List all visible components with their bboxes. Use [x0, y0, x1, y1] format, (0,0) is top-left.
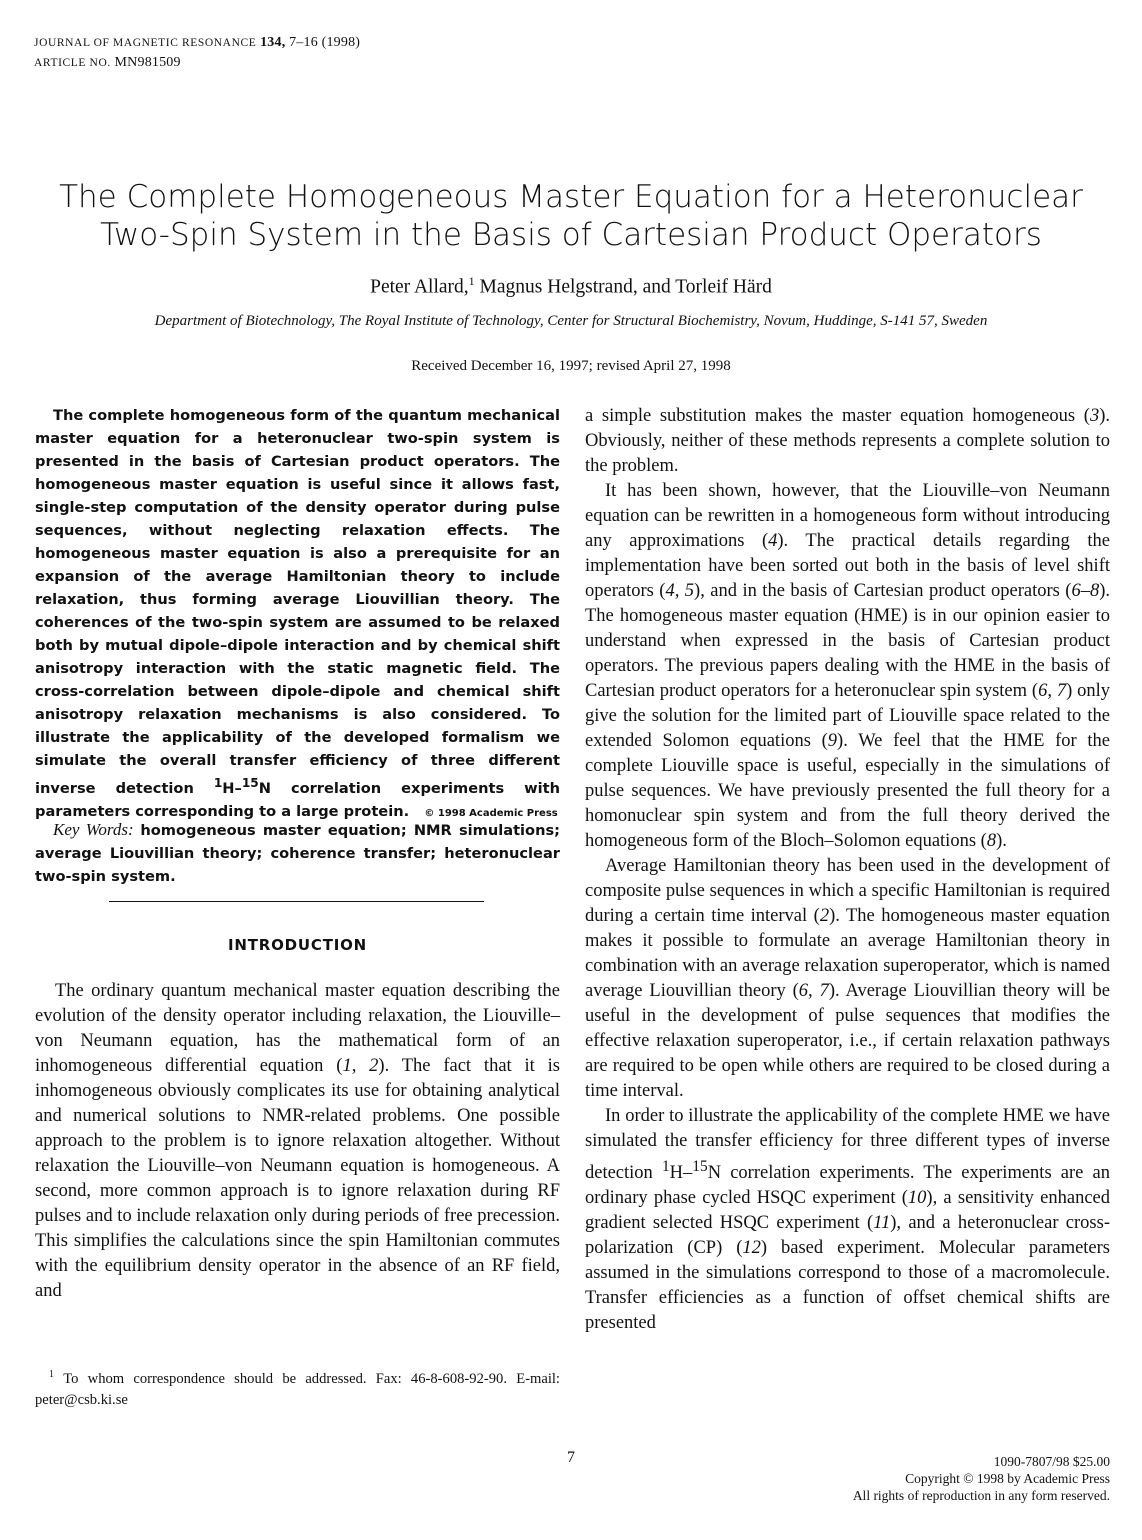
ref-3[interactable]: 3 [1089, 406, 1100, 426]
ref-1-2[interactable]: 1, 2 [342, 1056, 379, 1076]
ref-12[interactable]: 12 [742, 1238, 761, 1259]
p3-e: ) based experiment. Molecular parameters assumed in the simulations correspond to those of a macromolecule. Transfer efficiencies as a function of offset chemical shifts are presented [585, 1238, 1111, 1334]
p1-d: ). The homogeneous master equation (HME) is in our opinion easier to understand when expressed in the basis of Cartesian product operators. The previous papers dealing with the HME in the basis of Cartesian product operators for a heteronuclear spin system ( [585, 581, 1110, 701]
p3-sup-1: 1 [661, 1158, 670, 1175]
p1-f: ). We feel that the HME for the complete Liouville space is useful, especially in the simulations of pulse sequences. We have previously presented the full theory for a homonuclear spin system and from the full theory derived the homogeneous form of the Bloch–Solomon equations ( [585, 731, 1111, 851]
author-rest: Magnus Helgstrand, and Torleif Härd [479, 276, 772, 298]
abstract-h: H– [222, 779, 242, 797]
author-list [0, 274, 1142, 299]
p2-b: ). The homogeneous master equation makes it possible to formulate an average Hamiltonian theory in combination with an average relaxation superoperator, which is named average Liouvillian theory ( [585, 906, 1110, 1001]
introduction-heading: INTRODUCTION [227, 936, 368, 954]
p3-a: In order to illustrate the applicability of the complete HME we have simulated the transfer efficiency for three different types of inverse detection [585, 1106, 1110, 1184]
left-column-body [35, 979, 560, 1304]
article-id: MN981509 [114, 55, 181, 70]
affiliation: Department of Biotechnology, The Royal Institute of Technology, Center for Structural Biochemistry, Novum, Huddinge, S-141 57, Sweden [154, 313, 988, 329]
p1-a: It has been shown, however, that the Liouville–von Neumann equation can be rewritten in a homogeneous form without introducing any approximations ( [585, 481, 1110, 551]
rights-line: All rights of reproduction in any form reserved. [852, 1488, 1110, 1503]
intro-paragraph-3 [585, 854, 1110, 1104]
copyright-line: Copyright © 1998 by Academic Press [905, 1471, 1110, 1486]
title-line-2: Two-Spin System in the Basis of Cartesian Product Operators [100, 217, 1042, 253]
abstract-sup-15: 15 [241, 776, 259, 790]
journal-header [34, 33, 360, 73]
right-column-body [585, 404, 1110, 1336]
keywords-text: homogeneous master equation; NMR simulations; average Liouvillian theory; coherence transfer; heteronuclear two-spin system. [35, 822, 561, 885]
p1-b: ). The practical details regarding the implementation have been sorted out both in the basis of level shift operators ( [585, 531, 1110, 601]
intro-paragraph-1 [35, 979, 560, 1304]
ref-4-5[interactable]: 4, 5 [665, 581, 695, 601]
received-date: Received December 16, 1997; revised April 27, 1998 [411, 358, 731, 374]
p3-b: N correlation experiments. The experiments are an ordinary phase cycled HSQC experiment ( [585, 1163, 1110, 1209]
abstract [35, 404, 560, 825]
issn-price: 1090-7807/98 $25.00 [993, 1454, 1110, 1469]
keywords-label: Key Words: [53, 820, 134, 839]
abstract-copyright: © 1998 Academic Press [424, 807, 558, 819]
footnote-marker: 1 [49, 1369, 54, 1380]
page-number: 7 [567, 1449, 575, 1466]
abstract-text-a: The complete homogeneous form of the quantum mechanical master equation for a heteronuclear two-spin system is presented in the basis of Cartesian product operators. The homogeneous master equation is useful since it allows fast, single-step computation of the density operator during pulse sequences, without neglecting relaxation effects. The homogeneous master equation is also a prerequisite for an expansion of the average Hamiltonian theory to include relaxation, thus forming average Liouvillian theory. The coherences of the two-spin system are assumed to be relaxed both by mutual dipole–dipole interaction and by chemical shift anisotropy interaction with the static magnetic field. The cross-correlation between dipole–dipole and chemical shift anisotropy relaxation mechanisms is also considered. To illustrate the applicability of the developed formalism we simulate the overall transfer efficiency of three different inverse detection [35, 407, 560, 797]
footnote-text: To whom correspondence should be addressed. Fax: 46-8-608-92-90. E-mail: peter@csb.ki.se [35, 1370, 560, 1408]
author-footnote-marker: 1 [468, 274, 475, 288]
intro-paragraph-2 [585, 479, 1110, 854]
p3-h: H– [669, 1163, 693, 1184]
ref-2[interactable]: 2 [819, 906, 830, 926]
section-divider [109, 901, 484, 902]
footnote-paragraph [35, 1364, 560, 1411]
ref-4[interactable]: 4 [768, 531, 778, 551]
abstract-text-b: N correlation experiments with parameters corresponding to a large protein. [35, 779, 560, 820]
journal-pages: 7–16 (1998) [289, 35, 361, 50]
ref-6-7b[interactable]: 6, 7 [798, 981, 829, 1001]
copyright-block [853, 1453, 1110, 1504]
keywords [35, 818, 560, 888]
abstract-sup-1: 1 [213, 776, 223, 790]
title-line-1: The Complete Homogeneous Master Equation for a Heteronuclear [59, 179, 1083, 215]
journal-citation [34, 33, 360, 53]
ref-6-8[interactable]: 6–8 [1071, 581, 1100, 601]
intro-paragraph-4 [585, 1104, 1110, 1336]
article-label: ARTICLE NO. [34, 57, 111, 69]
p3-sup-15: 15 [692, 1158, 708, 1175]
keywords-paragraph [35, 818, 560, 888]
article-number [34, 53, 360, 73]
journal-name: JOURNAL OF MAGNETIC RESONANCE [34, 37, 257, 49]
p0-b: ). Obviously, neither of these methods represents a complete solution to the problem. [585, 406, 1110, 476]
p2-a: Average Hamiltonian theory has been used in the development of composite pulse sequences in which a specific Hamiltonian is required during a certain time interval ( [585, 856, 1110, 926]
footnote [35, 1364, 560, 1411]
paper-title [40, 178, 1102, 254]
ref-9[interactable]: 9 [827, 731, 838, 751]
ref-8[interactable]: 8 [986, 831, 997, 851]
intro-p1-text: The ordinary quantum mechanical master equation describing the evolution of the density operator including relaxation, the Liouville–von Neumann equation, has the mathematical form of an inhomogeneous differential equation ( [35, 981, 560, 1076]
intro-p1-text-b: ). The fact that it is inhomogeneous obviously complicates its use for obtaining analytical and numerical solutions to NMR-related problems. One possible approach to the problem is to ignore relaxation altogether. Without relaxation the Liouville–von Neumann equation is homogeneous. A second, more common approach is to ignore relaxation during RF pulses and to include relaxation only during periods of free precession. This simplifies the calculations since the spin Hamiltonian commutes with the equilibrium density operator in the absence of an RF field, and [35, 1056, 561, 1301]
p1-e: ) only give the solution for the limited part of Liouville space related to the extended Solomon equations ( [585, 681, 1111, 751]
ref-6-7[interactable]: 6, 7 [1038, 681, 1067, 701]
p3-c: ), a sensitivity enhanced gradient selected HSQC experiment ( [585, 1188, 1110, 1234]
ref-10[interactable]: 10 [907, 1188, 927, 1209]
intro-paragraph-1-cont [585, 404, 1110, 479]
p3-d: ), and a heteronuclear cross-polarization (CP) ( [585, 1213, 1110, 1259]
p2-c: ). Average Liouvillian theory will be useful in the development of pulse sequences that modifies the effective relaxation superoperator, i.e., if certain relaxation pathways are required to be open while others are required to be closed during a time interval. [585, 981, 1110, 1101]
journal-volume: 134, [260, 35, 286, 50]
abstract-paragraph [35, 404, 560, 825]
p1-g: ). [996, 831, 1007, 851]
ref-11[interactable]: 11 [873, 1213, 891, 1234]
author-first: Peter Allard, [370, 276, 469, 298]
p0-a: a simple substitution makes the master equation homogeneous ( [585, 406, 1090, 426]
p1-c: ), and in the basis of Cartesian product operators ( [694, 581, 1072, 601]
